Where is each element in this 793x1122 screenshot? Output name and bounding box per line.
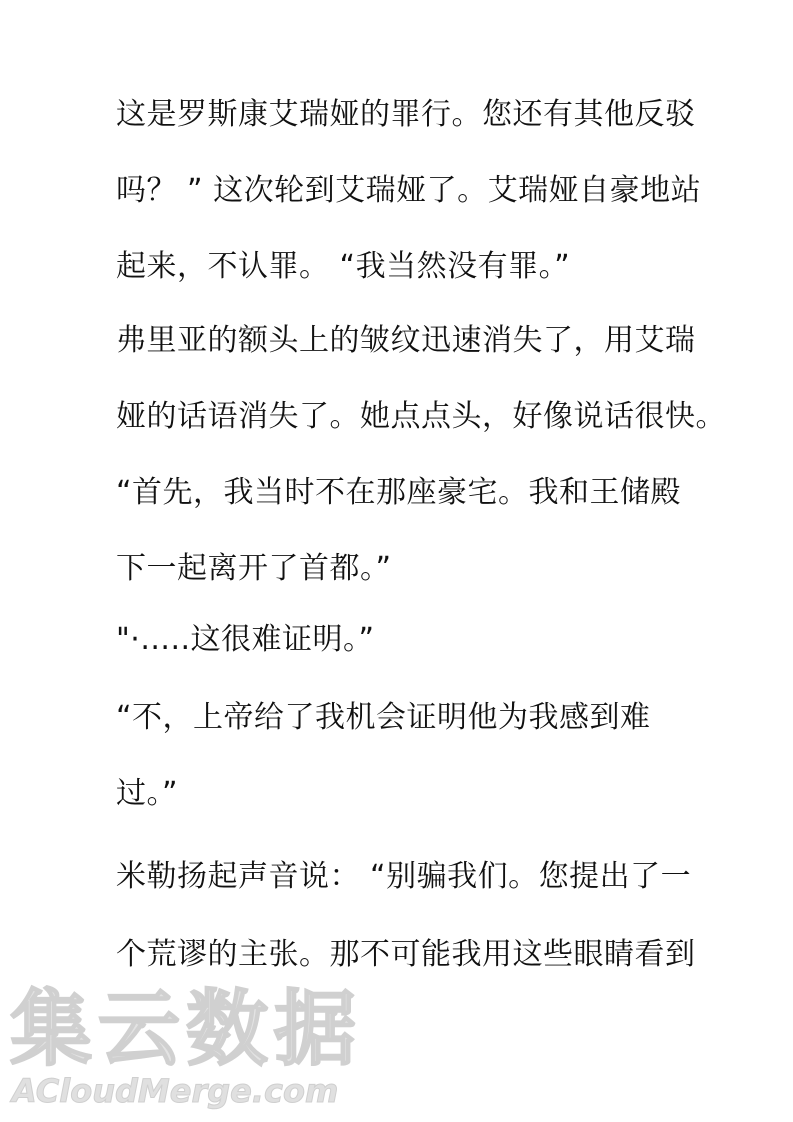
watermark-chinese: 集云数据 xyxy=(10,982,363,1077)
text-line-5: 娅的话语消失了。她点点头，好像说话很快。 xyxy=(116,399,726,434)
text-line-9: “不，上帝给了我机会证明他为我感到难 xyxy=(116,700,651,735)
text-line-3: 起来，不认罪。 “我当然没有罪。” xyxy=(116,249,571,284)
text-line-7: 下一起离开了首都。” xyxy=(116,551,392,586)
text-line-4: 弗里亚的额头上的皱纹迅速消失了，用艾瑞 xyxy=(116,323,696,358)
text-line-8: "·.....这很难证明。” xyxy=(116,622,375,657)
watermark-english: ACloudMerge.com xyxy=(12,1072,339,1110)
watermark xyxy=(10,982,390,1115)
text-line-2: 吗？ ” 这次轮到艾瑞娅了。艾瑞娅自豪地站 xyxy=(116,173,702,208)
text-line-1: 这是罗斯康艾瑞娅的罪行。您还有其他反驳 xyxy=(116,97,696,132)
text-line-12: 个荒谬的主张。那不可能我用这些眼睛看到 xyxy=(116,937,696,972)
text-line-6: “首先，我当时不在那座豪宅。我和王储殿 xyxy=(116,475,682,510)
text-line-10: 过。” xyxy=(116,776,179,811)
text-line-11: 米勒扬起声音说： “别骗我们。您提出了一 xyxy=(116,859,692,894)
